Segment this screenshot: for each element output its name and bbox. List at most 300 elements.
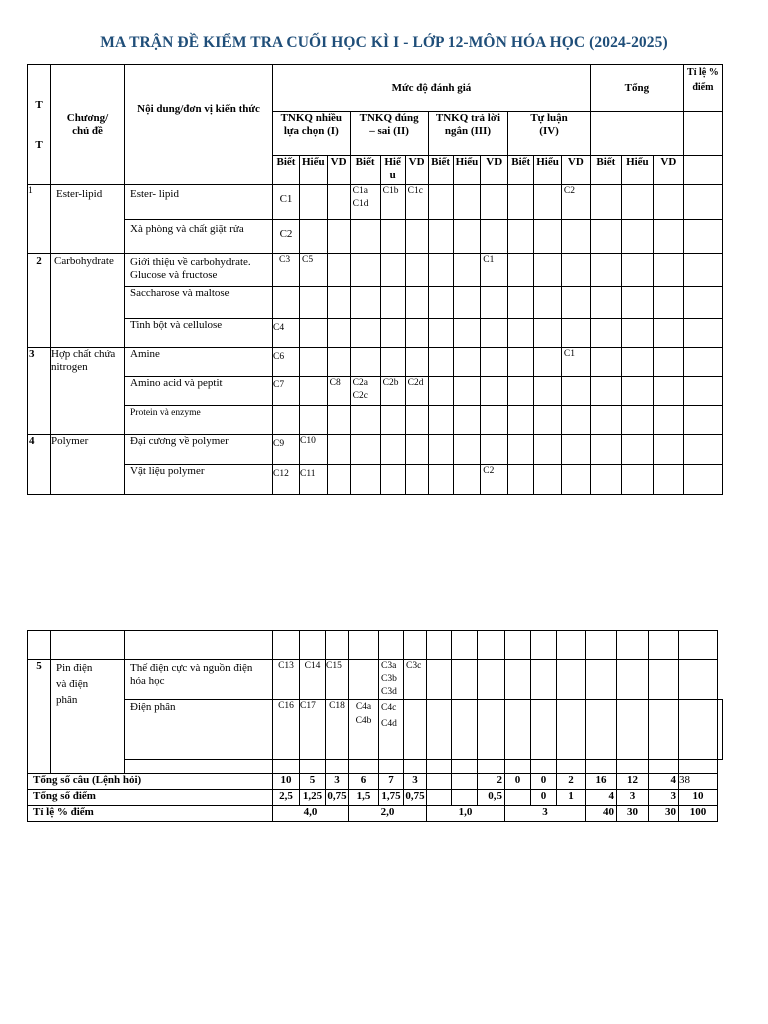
cell-empty (508, 348, 534, 377)
cell-empty (300, 185, 328, 220)
cell-i-biet: C16 (273, 700, 300, 760)
total-cell: 6 (349, 774, 379, 790)
total-cell: 4 (649, 774, 679, 790)
cell-empty (531, 631, 557, 660)
cell-empty (481, 287, 508, 319)
cell-empty (508, 287, 534, 319)
cell-empty (380, 319, 405, 348)
cell-empty (718, 700, 723, 760)
cell-empty (349, 660, 379, 700)
cell-empty (683, 185, 722, 220)
col-tong-vd: VD (653, 156, 683, 185)
cell-empty (508, 435, 534, 465)
cell-empty (617, 760, 649, 774)
cell-empty (508, 185, 534, 220)
total-cell: 10 (679, 790, 718, 806)
row-tt: 4 (28, 435, 51, 495)
cell-empty (683, 406, 722, 435)
cell-empty (452, 660, 478, 700)
cell-empty (453, 377, 481, 406)
cell-i-biet: C1 (273, 185, 300, 220)
cell-iv-vd: C1 (561, 348, 590, 377)
cell-empty (683, 319, 722, 348)
row-chapter: Hợp chất chứa nitrogen (51, 348, 125, 435)
totals-questions-label: Tổng số câu (Lệnh hỏi) (28, 774, 273, 790)
cell-empty (481, 348, 508, 377)
total-cell: 2 (478, 774, 505, 790)
cell-i-biet: C2 (273, 220, 300, 254)
row-chapter: Carbohydrate (51, 254, 125, 348)
cell-empty (350, 435, 380, 465)
cell-empty (405, 220, 428, 254)
cell-empty (621, 465, 653, 495)
cell-i-biet: C6 (273, 348, 300, 377)
row-chapter: Ester-lipid (51, 185, 125, 254)
cell-empty (405, 287, 428, 319)
cell-empty (379, 760, 404, 774)
total-cell: 2,5 (273, 790, 300, 806)
cell-empty (349, 760, 379, 774)
row-content: Vật liệu polymer (125, 465, 273, 495)
row-content: Protein và enzyme (125, 406, 273, 435)
cell-i-biet: C12 (273, 465, 300, 495)
row-content: Thế điện cực và nguồn điện hóa học (125, 660, 273, 700)
cell-empty (404, 700, 427, 760)
cell-empty (427, 631, 452, 660)
cell-empty (326, 631, 349, 660)
cell-empty (534, 220, 562, 254)
cell-empty (561, 377, 590, 406)
cell-empty (590, 287, 621, 319)
cell-ii-vd: C1c (405, 185, 428, 220)
cell-empty (534, 377, 562, 406)
level-header: Mức độ đánh giá (273, 65, 591, 112)
row-tt: 2 (28, 254, 51, 348)
table-row (28, 700, 723, 760)
cell-empty (428, 220, 453, 254)
cell-ii-biet: C2a C2c (350, 377, 380, 406)
group-short-answer-header: TNKQ trả lời ngắn (III) (428, 112, 508, 156)
cell-empty (380, 435, 405, 465)
table-row (28, 319, 723, 348)
cell-empty (534, 254, 562, 287)
total-cell: 0 (505, 774, 531, 790)
cell-empty (452, 760, 478, 774)
table-row (28, 185, 723, 220)
total-cell: 12 (617, 774, 649, 790)
cell-empty (350, 406, 380, 435)
cell-empty (621, 348, 653, 377)
cell-empty (683, 254, 722, 287)
group-truefalse-header: TNKQ đúng – sai (II) (350, 112, 428, 156)
row-content: Tinh bột và cellulose (125, 319, 273, 348)
row-content: Xà phòng và chất giặt rửa (125, 220, 273, 254)
cell-empty (481, 406, 508, 435)
total-cell: 0,5 (478, 790, 505, 806)
cell-ii-hieu: C4c C4d (379, 700, 404, 760)
cell-empty (350, 254, 380, 287)
cell-empty (531, 760, 557, 774)
cell-empty (508, 406, 534, 435)
cell-empty (557, 700, 586, 760)
total-cell: 3 (404, 774, 427, 790)
row-chapter: Polymer (51, 435, 125, 495)
cell-empty (273, 631, 300, 660)
row-content: Đại cương về polymer (125, 435, 273, 465)
cell-empty (350, 287, 380, 319)
cell-empty (653, 465, 683, 495)
cell-empty (481, 377, 508, 406)
total-cell: 2 (557, 774, 586, 790)
cell-i-hieu: C10 (300, 435, 328, 465)
cell-empty (534, 406, 562, 435)
cell-empty (621, 220, 653, 254)
cell-empty (621, 377, 653, 406)
cell-empty (653, 319, 683, 348)
table-row (28, 254, 723, 287)
col-tong-biet: Biết (590, 156, 621, 185)
cell-empty (557, 660, 586, 700)
cell-empty (683, 348, 722, 377)
cell-ii-biet: C4a C4b (349, 700, 379, 760)
cell-empty (534, 348, 562, 377)
cell-empty (617, 700, 649, 760)
totals-questions-row (28, 774, 723, 790)
cell-i-vd: C15 (326, 660, 349, 700)
cell-empty (505, 660, 531, 700)
matrix-table-part-2 (27, 630, 723, 822)
table-row (28, 465, 723, 495)
cell-empty (453, 287, 481, 319)
cell-empty (404, 631, 427, 660)
cell-empty (453, 435, 481, 465)
totals-points-row (28, 790, 723, 806)
cell-i-hieu: C11 (300, 465, 328, 495)
cell-empty (683, 435, 722, 465)
cell-ii-biet: C1a C1d (350, 185, 380, 220)
cell-empty (534, 465, 562, 495)
cell-empty (561, 465, 590, 495)
cell-empty (349, 631, 379, 660)
col-iv-vd: VD (561, 156, 590, 185)
col-iv-hieu: Hiểu (534, 156, 562, 185)
cell-empty (327, 220, 350, 254)
cell-empty (590, 220, 621, 254)
cell-empty (428, 406, 453, 435)
table-row (28, 660, 723, 700)
cell-empty (586, 700, 617, 760)
ratio-group-iii: 1,0 (427, 806, 505, 822)
cell-empty (453, 254, 481, 287)
row-tt: 5 (28, 660, 51, 774)
cell-ii-hieu: C3a C3b C3d (379, 660, 404, 700)
cell-empty (621, 319, 653, 348)
total-cell: 0 (531, 790, 557, 806)
cell-empty (481, 435, 508, 465)
row-content: Saccharose và maltose (125, 287, 273, 319)
chapter-header: Chương/ chủ đề (51, 65, 125, 185)
cell-empty (679, 700, 718, 760)
cell-empty (649, 700, 679, 760)
cell-empty (428, 377, 453, 406)
cell-iv-vd: C2 (561, 185, 590, 220)
cell-empty (481, 319, 508, 348)
total-cell: 3 (326, 774, 349, 790)
cell-empty (653, 220, 683, 254)
cell-empty (273, 406, 300, 435)
cell-empty (300, 760, 326, 774)
total-cell: 1 (557, 790, 586, 806)
cell-empty (649, 631, 679, 660)
cell-empty (534, 287, 562, 319)
cell-empty (590, 254, 621, 287)
cell-i-biet: C4 (273, 319, 300, 348)
cell-empty (508, 220, 534, 254)
total-cell: 1,75 (379, 790, 404, 806)
cell-empty (428, 465, 453, 495)
table-row (28, 377, 723, 406)
cell-empty (350, 465, 380, 495)
cell-empty (505, 700, 531, 760)
col-iv-biet: Biết (508, 156, 534, 185)
cell-i-biet: C3 (273, 254, 300, 287)
cell-i-hieu: C5 (300, 254, 328, 287)
cell-i-biet: C9 (273, 435, 300, 465)
cell-empty (326, 760, 349, 774)
cell-empty (427, 760, 452, 774)
col-iii-biet: Biết (428, 156, 453, 185)
cell-empty (405, 348, 428, 377)
row-content: Điện phân (125, 700, 273, 760)
cell-iii-vd: C1 (481, 254, 508, 287)
cell-empty (380, 406, 405, 435)
cell-empty (590, 319, 621, 348)
cell-empty (405, 406, 428, 435)
cell-empty (531, 700, 557, 760)
cell-empty (428, 348, 453, 377)
cell-empty (428, 287, 453, 319)
cell-empty (327, 319, 350, 348)
cell-empty (649, 660, 679, 700)
ratio-group-iv: 3 (505, 806, 586, 822)
cell-empty (327, 348, 350, 377)
cell-empty (653, 377, 683, 406)
total-cell (427, 790, 452, 806)
table-row (28, 406, 723, 435)
total-cell: 38 (679, 774, 718, 790)
cell-empty (405, 435, 428, 465)
cell-empty (380, 220, 405, 254)
cell-empty (380, 348, 405, 377)
cell-empty (561, 406, 590, 435)
cell-empty (617, 660, 649, 700)
cell-ii-vd: C2d (405, 377, 428, 406)
content-header: Nội dung/đơn vị kiến thức (125, 65, 273, 185)
table-row (28, 435, 723, 465)
cell-empty (621, 185, 653, 220)
tt-header-text: T T (35, 98, 43, 151)
cell-empty (508, 319, 534, 348)
table-row (28, 760, 723, 774)
ratio-header: Tỉ lệ % điểm (683, 65, 722, 112)
cell-empty (125, 760, 273, 774)
col-iii-vd: VD (481, 156, 508, 185)
cell-empty (534, 319, 562, 348)
cell-empty (478, 631, 505, 660)
cell-empty (405, 465, 428, 495)
totals-ratio-label: Tỉ lệ % điểm (28, 806, 273, 822)
totals-points-label: Tổng số điểm (28, 790, 273, 806)
ratio-tong-hieu: 30 (617, 806, 649, 822)
cell-empty (428, 319, 453, 348)
cell-empty (590, 377, 621, 406)
cell-empty (649, 760, 679, 774)
cell-empty (683, 465, 722, 495)
cell-empty (590, 406, 621, 435)
cell-empty (125, 631, 273, 660)
total-cell: 16 (586, 774, 617, 790)
cell-empty (481, 185, 508, 220)
cell-empty (653, 287, 683, 319)
cell-empty (508, 377, 534, 406)
cell-empty (453, 348, 481, 377)
cell-empty (380, 465, 405, 495)
cell-empty (300, 287, 328, 319)
cell-empty (379, 631, 404, 660)
row-content: Giới thiệu về carbohydrate. Glucose và fructose (125, 254, 273, 287)
ratio-all: 100 (679, 806, 718, 822)
col-ratio-empty (683, 156, 722, 185)
cell-i-vd: C18 (326, 700, 349, 760)
cell-empty (300, 220, 328, 254)
cell-empty (557, 631, 586, 660)
cell-empty (679, 660, 718, 700)
total-cell: 1,5 (349, 790, 379, 806)
total-cell (427, 774, 452, 790)
total-cell (452, 774, 478, 790)
cell-empty (653, 348, 683, 377)
cell-empty (405, 254, 428, 287)
table-row (28, 220, 723, 254)
cell-empty (300, 319, 328, 348)
table-row (28, 631, 723, 660)
cell-empty (683, 287, 722, 319)
cell-empty (508, 254, 534, 287)
cell-empty (586, 660, 617, 700)
total-cell (505, 790, 531, 806)
total-cell: 3 (649, 790, 679, 806)
ratio-group-ii: 2,0 (349, 806, 427, 822)
cell-empty (273, 760, 300, 774)
cell-empty (404, 760, 427, 774)
col-ii-vd: VD (405, 156, 428, 185)
cell-empty (453, 465, 481, 495)
cell-empty (590, 348, 621, 377)
cell-empty (453, 220, 481, 254)
ratio-group-i: 4,0 (273, 806, 349, 822)
cell-empty (327, 287, 350, 319)
total-cell: 0,75 (326, 790, 349, 806)
tt-header (28, 65, 51, 185)
cell-empty (653, 435, 683, 465)
total-cell: 4 (586, 790, 617, 806)
cell-empty (481, 220, 508, 254)
row-chapter: Pin điện và điện phân (51, 660, 125, 774)
col-i-biet: Biết (273, 156, 300, 185)
cell-empty (273, 287, 300, 319)
cell-empty (586, 760, 617, 774)
total-cell (452, 790, 478, 806)
total-cell: 0,75 (404, 790, 427, 806)
cell-empty (327, 435, 350, 465)
cell-empty (561, 319, 590, 348)
cell-empty (679, 760, 718, 774)
cell-ii-hieu: C2b (380, 377, 405, 406)
row-content: Amine (125, 348, 273, 377)
cell-ii-hieu: C1b (380, 185, 405, 220)
cell-empty (327, 465, 350, 495)
cell-iii-vd: C2 (481, 465, 508, 495)
total-cell: 5 (300, 774, 326, 790)
matrix-table-part-1 (27, 64, 723, 495)
cell-empty (621, 435, 653, 465)
cell-i-vd: C8 (327, 377, 350, 406)
cell-empty (350, 319, 380, 348)
cell-empty (380, 254, 405, 287)
cell-empty (561, 254, 590, 287)
cell-empty (453, 406, 481, 435)
col-ii-hieu: Hiể u (380, 156, 405, 185)
cell-empty (679, 631, 718, 660)
col-i-vd: VD (327, 156, 350, 185)
cell-empty (508, 465, 534, 495)
row-tt: 3 (28, 348, 51, 435)
ratio-subheader-empty (683, 112, 722, 156)
col-ii-biet: Biết (350, 156, 380, 185)
cell-empty (300, 406, 328, 435)
cell-empty (534, 185, 562, 220)
cell-empty (28, 631, 51, 660)
cell-empty (452, 631, 478, 660)
cell-i-biet: C13 (273, 660, 300, 700)
group-mcq-header: TNKQ nhiều lựa chọn (I) (273, 112, 351, 156)
cell-i-biet: C7 (273, 377, 300, 406)
cell-empty (653, 254, 683, 287)
col-i-hieu: Hiểu (300, 156, 328, 185)
cell-empty (350, 348, 380, 377)
cell-empty (557, 760, 586, 774)
cell-empty (531, 660, 557, 700)
ratio-tong-biet: 40 (586, 806, 617, 822)
ratio-tong-vd: 30 (649, 806, 679, 822)
cell-empty (427, 660, 452, 700)
cell-empty (586, 631, 617, 660)
cell-empty (453, 319, 481, 348)
cell-empty (300, 348, 328, 377)
cell-empty (405, 319, 428, 348)
total-header: Tổng (590, 65, 683, 112)
cell-empty (683, 220, 722, 254)
total-cell: 3 (617, 790, 649, 806)
cell-empty (350, 220, 380, 254)
cell-empty (327, 254, 350, 287)
cell-empty (621, 406, 653, 435)
cell-empty (427, 700, 452, 760)
cell-empty (380, 287, 405, 319)
total-cell: 1,25 (300, 790, 326, 806)
cell-empty (428, 254, 453, 287)
cell-empty (590, 465, 621, 495)
